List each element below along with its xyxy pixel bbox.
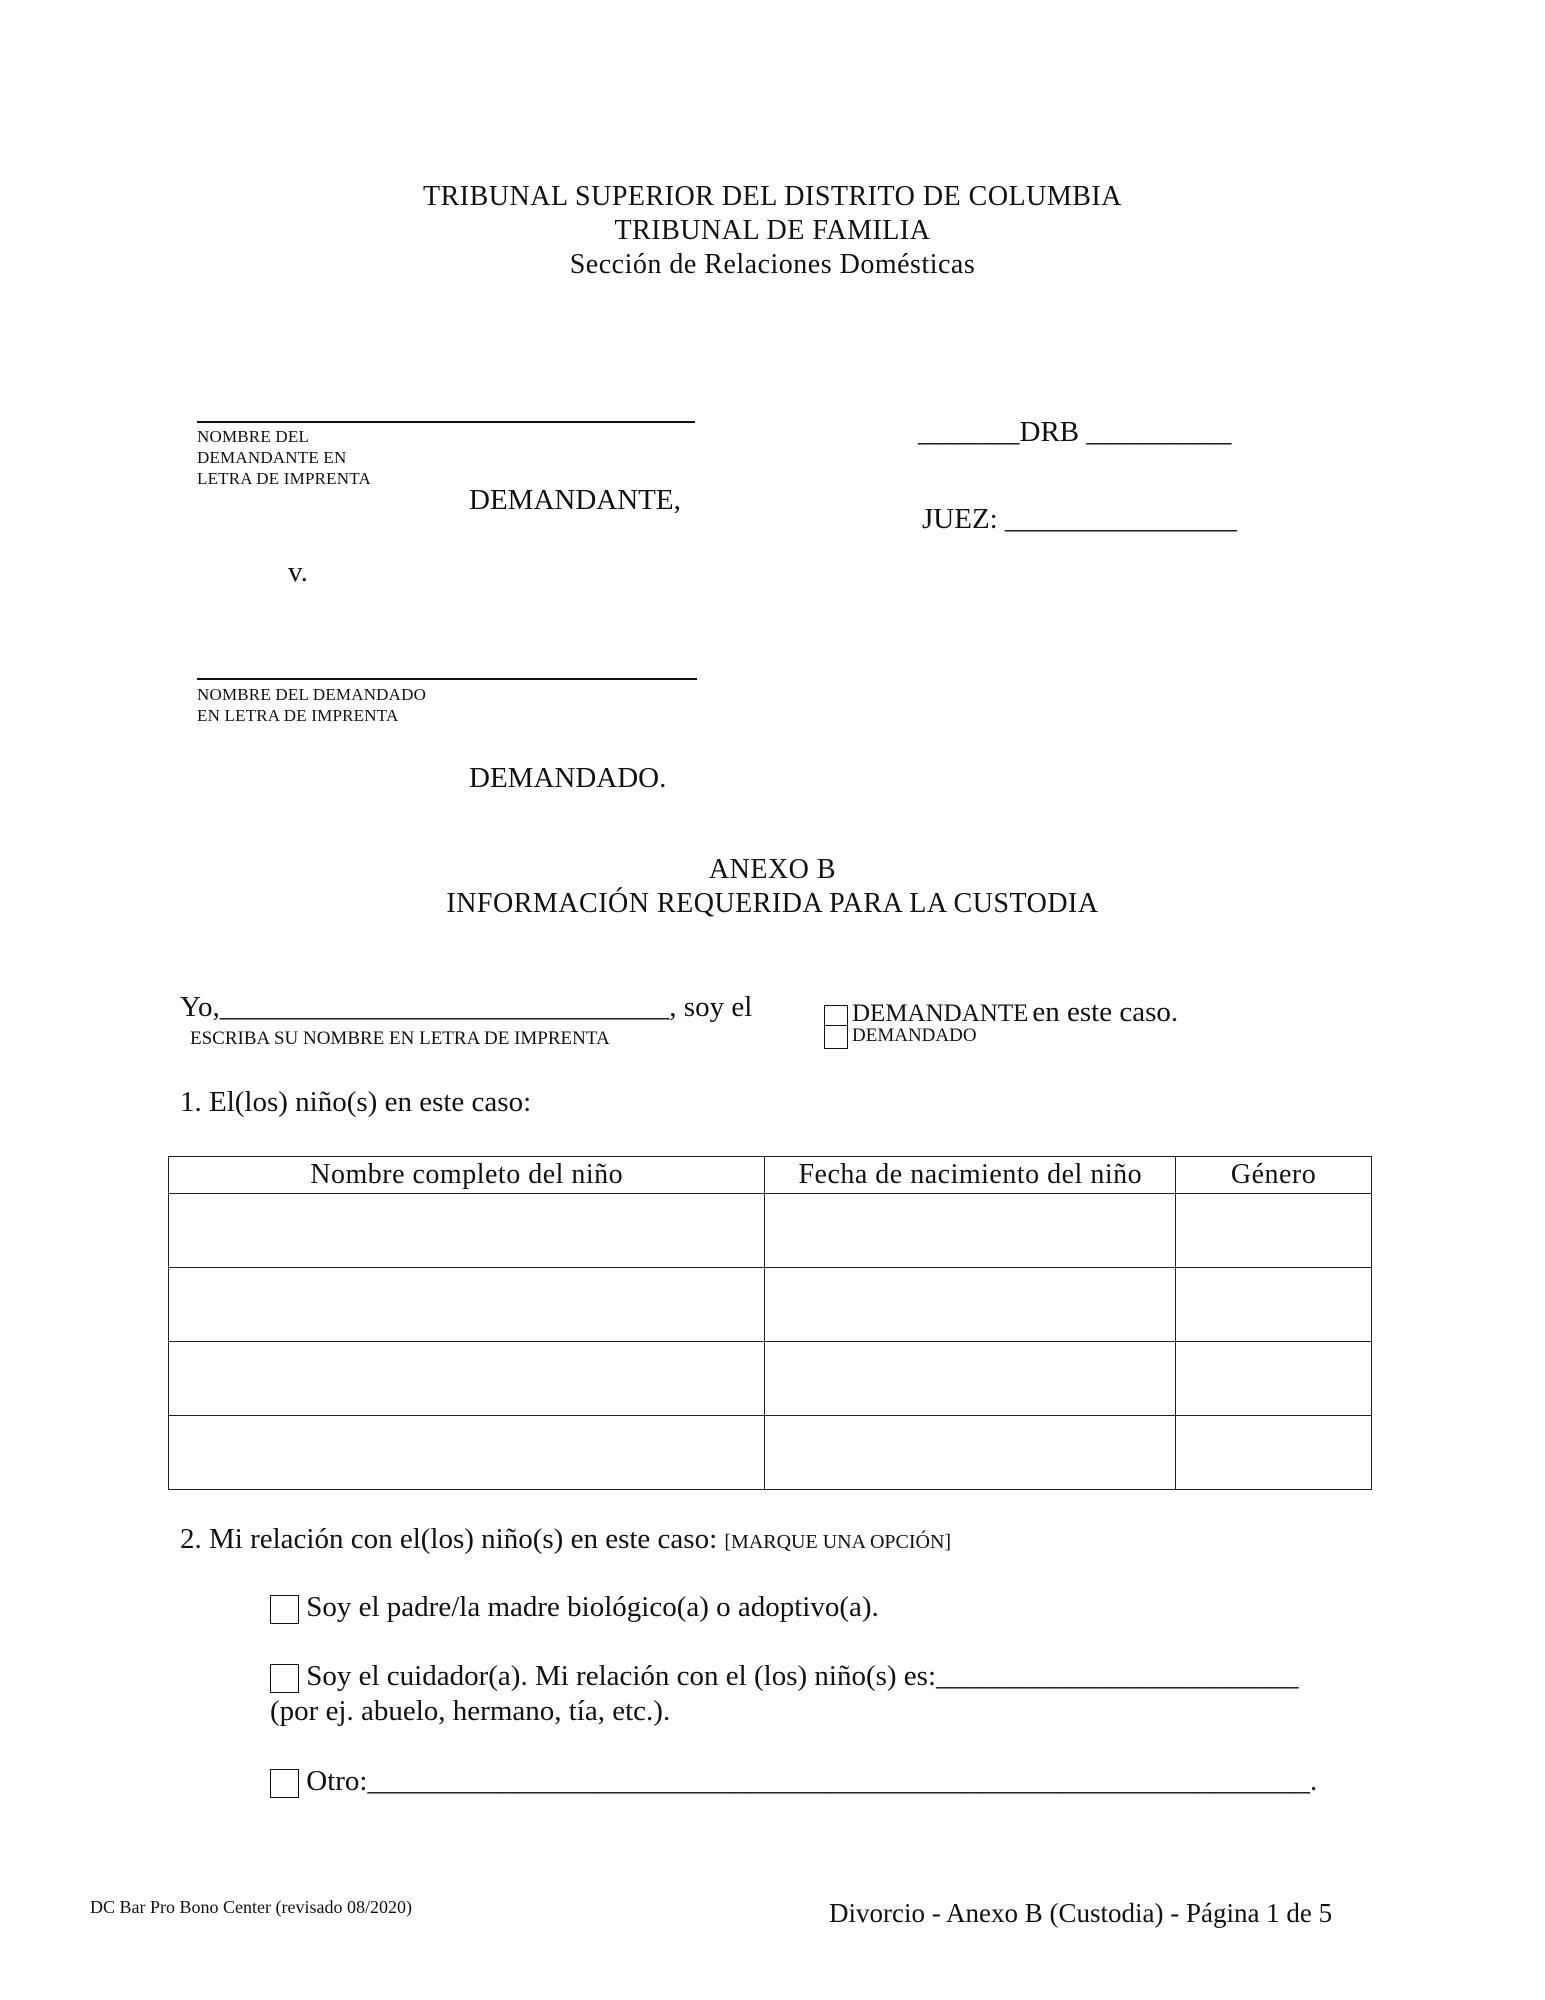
- declaration-name-hint: ESCRIBA SU NOMBRE EN LETRA DE IMPRENTA: [190, 1028, 610, 1049]
- case-suffix-blank[interactable]: __________: [1086, 416, 1232, 448]
- column-header-name: Nombre completo del niño: [169, 1157, 765, 1194]
- plaintiff-name-label: [197, 426, 371, 489]
- child-name-cell[interactable]: [169, 1194, 765, 1268]
- table-row: [169, 1268, 1372, 1342]
- defendant-name-label: [197, 684, 426, 726]
- defendant-role: DEMANDADO.: [469, 762, 667, 794]
- plaintiff-name-line[interactable]: [197, 421, 695, 423]
- plaintiff-label-line-2: DEMANDANTE EN: [197, 448, 347, 467]
- case-prefix-blank[interactable]: _______: [918, 416, 1020, 448]
- section1-heading: 1. El(los) niño(s) en este caso:: [180, 1086, 532, 1118]
- plaintiff-label-line-3: LETRA DE IMPRENTA: [197, 469, 371, 488]
- other-option-label: Otro:_________________________________________________________________.: [306, 1765, 1318, 1797]
- table-row: [169, 1342, 1372, 1416]
- document-title: [0, 853, 1545, 921]
- child-gender-cell[interactable]: [1176, 1194, 1372, 1268]
- caregiver-example: (por ej. abuelo, hermano, tía, etc.).: [270, 1695, 671, 1727]
- defendant-option-label: DEMANDADO: [852, 1025, 977, 1046]
- footer-revision: DC Bar Pro Bono Center (revisado 08/2020): [90, 1897, 412, 1917]
- defendant-label-line-2: EN LETRA DE IMPRENTA: [197, 706, 399, 725]
- child-birthdate-cell[interactable]: [765, 1268, 1176, 1342]
- role-option-defendant[interactable]: [824, 1025, 977, 1049]
- child-birthdate-cell[interactable]: [765, 1416, 1176, 1490]
- judge-blank[interactable]: ________________: [1004, 503, 1237, 535]
- section-name: Sección de Relaciones Domésticas: [569, 249, 976, 280]
- declaration-name-blank[interactable]: _______________________________: [219, 991, 670, 1023]
- column-header-birthdate: Fecha de nacimiento del niño: [765, 1157, 1176, 1194]
- section2-instruction: [MARQUE UNA OPCIÓN]: [724, 1531, 952, 1553]
- child-birthdate-cell[interactable]: [765, 1342, 1176, 1416]
- defendant-name-line[interactable]: [197, 678, 697, 680]
- child-name-cell[interactable]: [169, 1268, 765, 1342]
- declaration-line: [180, 991, 752, 1024]
- division-name: TRIBUNAL DE FAMILIA: [614, 215, 931, 246]
- relation-option-other[interactable]: [270, 1765, 1317, 1798]
- defendant-label-line-1: NOMBRE DEL DEMANDADO: [197, 685, 427, 704]
- plaintiff-role: DEMANDANTE,: [469, 484, 681, 516]
- caregiver-checkbox[interactable]: [270, 1664, 299, 1693]
- case-code: DRB: [1019, 416, 1080, 448]
- child-name-cell[interactable]: [169, 1342, 765, 1416]
- child-gender-cell[interactable]: [1176, 1416, 1372, 1490]
- footer-page-info: Divorcio - Anexo B (Custodia) - Página 1 de 5: [829, 1898, 1333, 1928]
- declaration-suffix: , soy el: [669, 991, 753, 1023]
- table-header-row: [169, 1157, 1372, 1194]
- child-birthdate-cell[interactable]: [765, 1194, 1176, 1268]
- children-table: [168, 1156, 1372, 1490]
- versus: v.: [288, 556, 308, 588]
- judge-field[interactable]: [922, 503, 1237, 536]
- other-checkbox[interactable]: [270, 1769, 299, 1798]
- table-row: [169, 1416, 1372, 1490]
- table-row: [169, 1194, 1372, 1268]
- child-name-cell[interactable]: [169, 1416, 765, 1490]
- relation-option-parent[interactable]: [270, 1591, 879, 1624]
- column-header-gender: Género: [1176, 1157, 1372, 1194]
- defendant-checkbox[interactable]: [824, 1025, 848, 1049]
- plaintiff-label-line-1: NOMBRE DEL: [197, 427, 310, 446]
- court-name: TRIBUNAL SUPERIOR DEL DISTRITO DE COLUMBIA: [423, 181, 1122, 212]
- title-line-2: INFORMACIÓN REQUERIDA PARA LA CUSTODIA: [446, 888, 1099, 919]
- header: [0, 180, 1545, 282]
- declaration-prefix: Yo,: [180, 991, 220, 1023]
- plaintiff-option-label: DEMANDANTE: [852, 1000, 1029, 1027]
- plaintiff-option-tail: en este caso.: [1032, 996, 1179, 1028]
- child-gender-cell[interactable]: [1176, 1342, 1372, 1416]
- child-gender-cell[interactable]: [1176, 1268, 1372, 1342]
- parent-checkbox[interactable]: [270, 1595, 299, 1624]
- parent-option-label: Soy el padre/la madre biológico(a) o adoptivo(a).: [306, 1591, 879, 1623]
- section2-heading-text: 2. Mi relación con el(los) niño(s) en este caso:: [180, 1523, 718, 1555]
- case-number[interactable]: [918, 416, 1231, 449]
- caregiver-option-label: Soy el cuidador(a). Mi relación con el (los) niño(s) es:_________________________: [306, 1660, 1299, 1692]
- section2-heading: [180, 1523, 951, 1556]
- relation-option-caregiver[interactable]: [270, 1660, 1299, 1693]
- judge-label: JUEZ:: [922, 503, 998, 535]
- title-line-1: ANEXO B: [708, 854, 837, 885]
